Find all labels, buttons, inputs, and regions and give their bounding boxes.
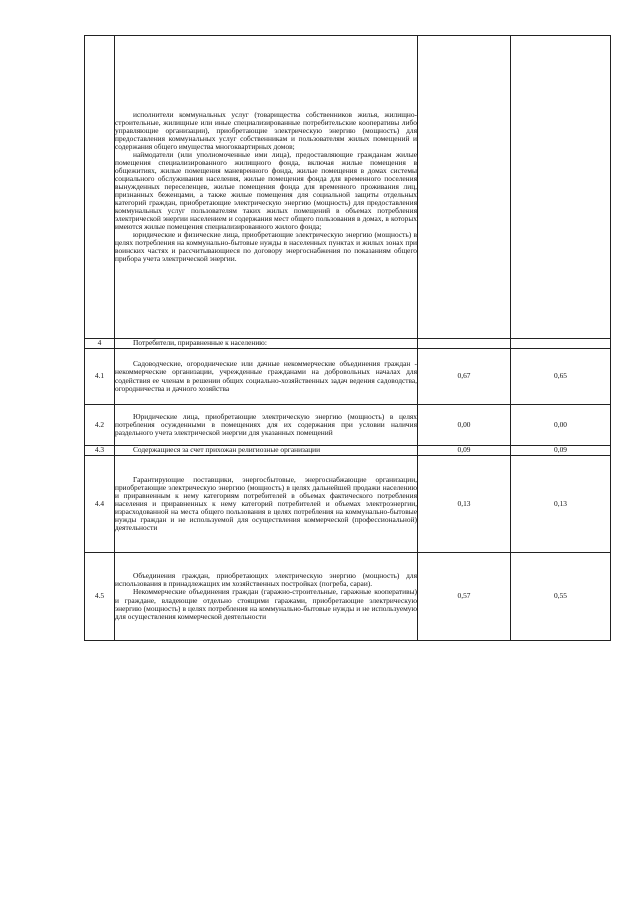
row-number: 4.5 — [85, 553, 115, 641]
paragraph: Садоводческие, огороднические или дачные некоммерческие объединения граждан - некоммерческие организации, учрежденные гражданами на добровольных началах для содействия ее членам в решении общих социально-хозяйственных задач ведения садоводства, огородничества и дачного хозяйства — [115, 359, 417, 393]
value-cell — [511, 36, 611, 339]
row-description — [115, 456, 418, 553]
paragraph: Содержащиеся за счет прихожан религиозные организации — [133, 445, 321, 455]
paragraph: Некоммерческие объединения граждан (гаражно-строительные, гаражные кооперативы) и граждане, владеющие отдельно стоящими гаражами, приобретающие электрическую энергию (мощность) в целях потребления на коммунально-бытовые нужды и не используемую для осуществления коммерческой деятельности — [115, 587, 417, 621]
tariff-table — [84, 35, 611, 641]
value-cell — [418, 36, 511, 339]
value-cell: 0,55 — [511, 553, 611, 641]
row-description — [115, 36, 418, 339]
paragraph: исполнители коммунальных услуг (товарищества собственников жилья, жилищно-строительные, жилищные или иные специализированные потребительские кооперативы либо управляющие организации), приобретающие электрическую энергию (мощность) для предоставления коммунальных услуг собственникам и пользователям жилых помещений и содержания общего имущества многоквартирных домов; — [115, 109, 417, 151]
value-cell: 0,67 — [418, 349, 511, 405]
paragraph: Потребители, приравненные к населению: — [133, 338, 267, 348]
value-cell: 0,00 — [418, 405, 511, 446]
row-number: 4.2 — [85, 405, 115, 446]
value-cell: 0,09 — [511, 446, 611, 456]
row-description — [115, 446, 418, 456]
value-cell: 0,00 — [511, 405, 611, 446]
value-cell: 0,13 — [511, 456, 611, 553]
table-row — [85, 446, 611, 456]
row-number: 4 — [85, 339, 115, 349]
row-number: 4.1 — [85, 349, 115, 405]
value-cell — [511, 339, 611, 349]
paragraph: Объединения граждан, приобретающих электрическую энергию (мощность) для использования в принадлежащих им хозяйственных постройках (погреба, сараи). — [115, 571, 417, 589]
value-cell — [418, 339, 511, 349]
table-row — [85, 36, 611, 339]
paragraph: Юридические лица, приобретающие электрическую энергию (мощность) в целях потребления осужденными в помещениях для их содержания при условии наличия раздельного учета электрической энергии для указанных помещений — [115, 411, 417, 438]
value-cell: 0,65 — [511, 349, 611, 405]
row-description — [115, 553, 418, 641]
paragraph: юридические и физические лица, приобретающие электрическую энергию (мощность) в целях потребления на коммунально-бытовые нужды в населенных пунктах и жилых зонах при воинских частях и рассчитывающиеся по договору энергоснабжения по показаниям общего прибора учета электрической энергии. — [115, 230, 417, 264]
table-row — [85, 456, 611, 553]
paragraph: Гарантирующие поставщики, энергосбытовые, энергоснабжающие организации, приобретающие электрическую энергию (мощность) в целях дальнейшей продажи населению и приравненным к нему категориям потребителей в объемах фактического потребления населения и приравненных к нему категорий потребителей и объемах электроэнергии, израсходованной на места общего пользования в целях потребления на коммунально-бытовые нужды граждан и не используемой для осуществления коммерческой (профессиональной) деятельности — [115, 474, 417, 533]
value-cell: 0,57 — [418, 553, 511, 641]
row-number — [85, 36, 115, 339]
row-description — [115, 349, 418, 405]
row-number: 4.3 — [85, 446, 115, 456]
table-row — [85, 405, 611, 446]
row-description — [115, 405, 418, 446]
paragraph: наймодатели (или уполномоченные ими лица), предоставляющие гражданам жилые помещения специализированного жилищного фонда, включая жилые помещения в общежитиях, жилые помещения маневренного фонда, жилые помещения в домах системы социального обслуживания населения, жилые помещения фонда для временного поселения вынужденных переселенцев, жилые помещения фонда для временного проживания лиц, признанных беженцами, а также жилые помещения для социальной защиты отдельных категорий граждан, приобретающие электрическую энергию (мощность) для предоставления коммунальных услуг пользователям таких жилых помещений в объемах потребления электрической энергии населением и содержания мест общего пользования в домах, в которых имеются жилые помещения специализированного жилого фонда; — [115, 149, 417, 232]
value-cell: 0,13 — [418, 456, 511, 553]
row-description — [115, 339, 418, 349]
table-row — [85, 339, 611, 349]
table-row — [85, 349, 611, 405]
table-row — [85, 553, 611, 641]
value-cell: 0,09 — [418, 446, 511, 456]
row-number: 4.4 — [85, 456, 115, 553]
